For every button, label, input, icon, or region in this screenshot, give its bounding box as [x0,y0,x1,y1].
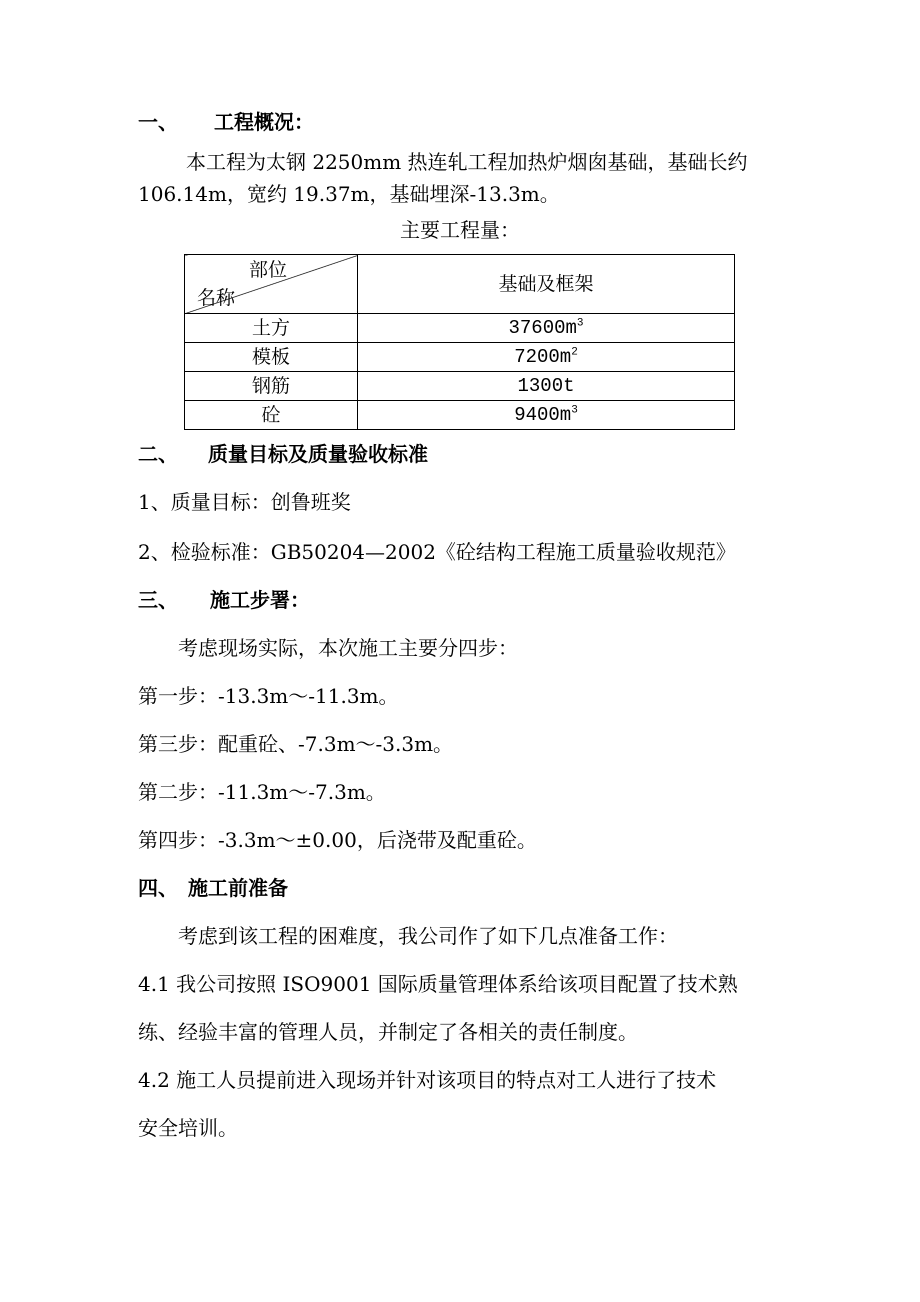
table-caption: 主要工程量： [400,218,520,242]
prep-4-1-line-2: 练、经验丰富的管理人员，并制定了各相关的责任制度。 [138,1020,638,1044]
prep-4-2-line-1: 4.2 施工人员提前进入现场并针对该项目的特点对工人进行了技术 [138,1068,717,1092]
row-unit-exponent: 2 [571,346,578,359]
diagonal-header-cell [185,255,358,314]
row-value-cell [358,401,735,430]
header-part-label: 部位 [248,259,287,281]
prep-intro: 考虑到该工程的困难度，我公司作了如下几点准备工作： [178,924,678,948]
header-name-label: 名称 [197,287,236,309]
table-row [185,343,735,372]
overview-line-2: 106.14m，宽约 19.37m，基础埋深-13.3m。 [138,182,560,206]
row-name: 砼 [185,401,358,430]
section-title: 施工步署： [210,588,310,612]
row-value: 7200m [514,346,572,368]
overview-line-1: 本工程为太钢 2250mm 热连轧工程加热炉烟囱基础，基础长约 [186,150,748,174]
header-column-2: 基础及框架 [358,255,735,314]
step-1: 第一步：-13.3m～-11.3m。 [138,684,399,708]
row-value-cell [358,372,735,401]
row-unit-exponent: 3 [571,404,578,417]
row-value: 9400m [514,404,572,426]
section-heading-4 [138,874,288,902]
section-number: 四、 [138,876,178,900]
section-title: 工程概况： [214,110,314,134]
section-heading-3 [138,586,310,614]
section-title: 施工前准备 [188,876,288,900]
prep-4-2-line-2: 安全培训。 [138,1116,238,1140]
section-heading-2 [138,440,428,468]
prep-4-1-line-1: 4.1 我公司按照 ISO9001 国际质量管理体系给该项目配置了技术熟 [138,972,738,996]
step-4: 第四步：-3.3m～±0.00，后浇带及配重砼。 [138,828,537,852]
row-value: 1300t [517,375,575,397]
row-unit-exponent: 3 [576,317,584,330]
row-value-cell [358,314,735,343]
section-number: 三、 [138,588,178,612]
section-number: 二、 [138,442,178,466]
row-name: 模板 [185,343,358,372]
step-3: 第三步：配重砼、-7.3m～-3.3m。 [138,732,454,756]
table-row [185,372,735,401]
row-value-cell [358,343,735,372]
row-value: 37600m [508,317,577,339]
step-2: 第二步：-11.3m～-7.3m。 [138,780,386,804]
section-heading-1 [138,108,314,136]
quantity-table [184,254,735,430]
table-row [185,401,735,430]
table-row [185,314,735,343]
section-number: 一、 [138,110,178,134]
quality-item-1: 1、质量目标：创鲁班奖 [138,490,351,514]
row-name: 土方 [185,314,358,343]
section-title: 质量目标及质量验收标准 [208,442,428,466]
table-header-row [185,255,735,314]
quality-item-2: 2、检验标准：GB50204—2002《砼结构工程施工质量验收规范》 [138,540,736,564]
steps-intro: 考虑现场实际，本次施工主要分四步： [178,636,518,660]
row-name: 钢筋 [185,372,358,401]
